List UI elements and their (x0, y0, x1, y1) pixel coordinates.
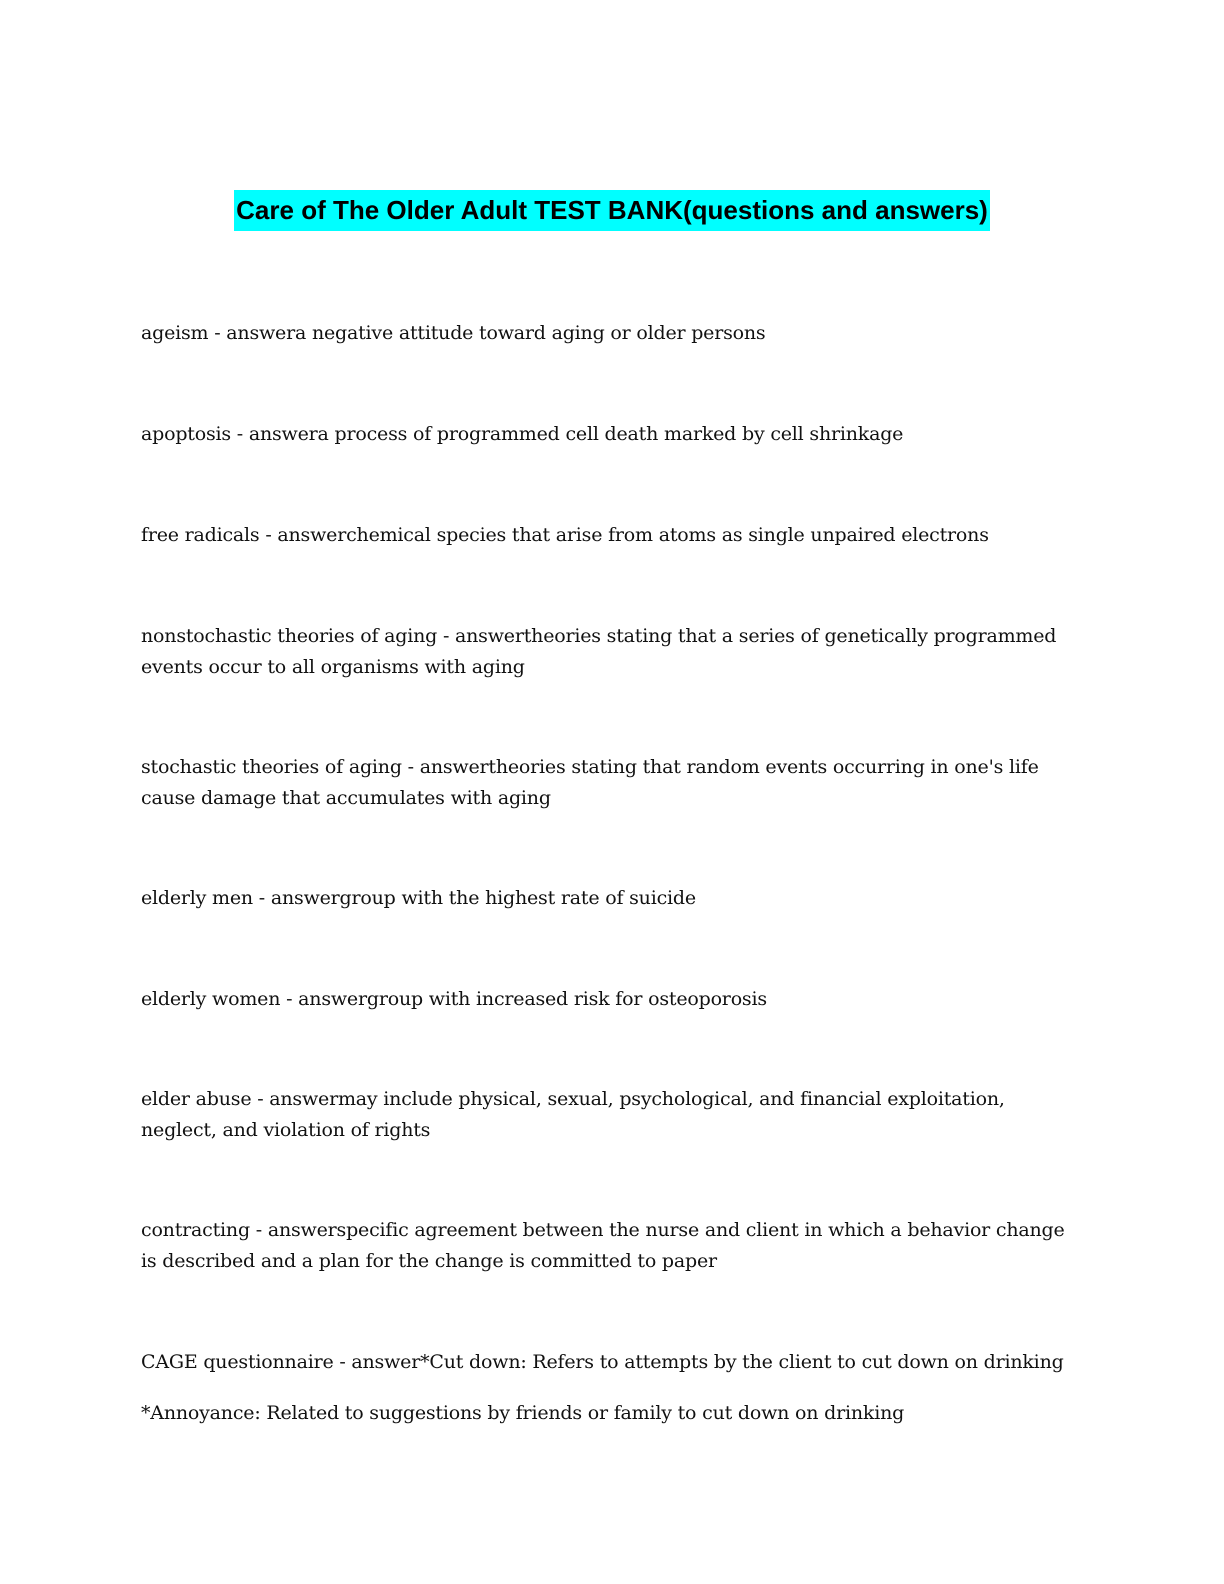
entry-line: nonstochastic theories of aging - answertheories stating that a series of genetically programmed (141, 625, 1057, 647)
entry-free-radicals (141, 520, 1081, 551)
title-block (0, 190, 1224, 231)
entry-cage-annoyance (141, 1398, 1081, 1429)
entry-nonstochastic-theories (141, 621, 1081, 683)
entry-line: free radicals - answerchemical species that arise from atoms as single unpaired electrons (141, 524, 989, 546)
entry-line: CAGE questionnaire - answer*Cut down: Refers to attempts by the client to cut down on drinking (141, 1351, 1064, 1373)
entry-elderly-men (141, 883, 1081, 914)
entry-line: elderly men - answergroup with the highest rate of suicide (141, 887, 696, 909)
entry-cage-questionnaire (141, 1347, 1081, 1378)
entry-line: contracting - answerspecific agreement between the nurse and client in which a behavior change (141, 1219, 1065, 1241)
entry-elder-abuse (141, 1084, 1081, 1146)
entry-line: ageism - answera negative attitude toward aging or older persons (141, 322, 766, 344)
entry-line: elder abuse - answermay include physical, sexual, psychological, and financial exploitation, (141, 1088, 1005, 1110)
entry-apoptosis (141, 419, 1081, 450)
document-title: Care of The Older Adult TEST BANK(questions and answers) (234, 190, 990, 231)
entry-line: elderly women - answergroup with increased risk for osteoporosis (141, 988, 767, 1010)
entry-line: stochastic theories of aging - answertheories stating that random events occurring in one's life (141, 756, 1039, 778)
entry-line: neglect, and violation of rights (141, 1119, 431, 1141)
entry-line: *Annoyance: Related to suggestions by friends or family to cut down on drinking (141, 1402, 905, 1424)
entry-line: events occur to all organisms with aging (141, 656, 525, 678)
entry-line: cause damage that accumulates with aging (141, 787, 551, 809)
entry-contracting (141, 1215, 1081, 1277)
entry-stochastic-theories (141, 752, 1081, 814)
entry-ageism (141, 318, 1081, 349)
entry-line: apoptosis - answera process of programmed cell death marked by cell shrinkage (141, 423, 904, 445)
entry-line: is described and a plan for the change is committed to paper (141, 1250, 717, 1272)
entry-elderly-women (141, 984, 1081, 1015)
